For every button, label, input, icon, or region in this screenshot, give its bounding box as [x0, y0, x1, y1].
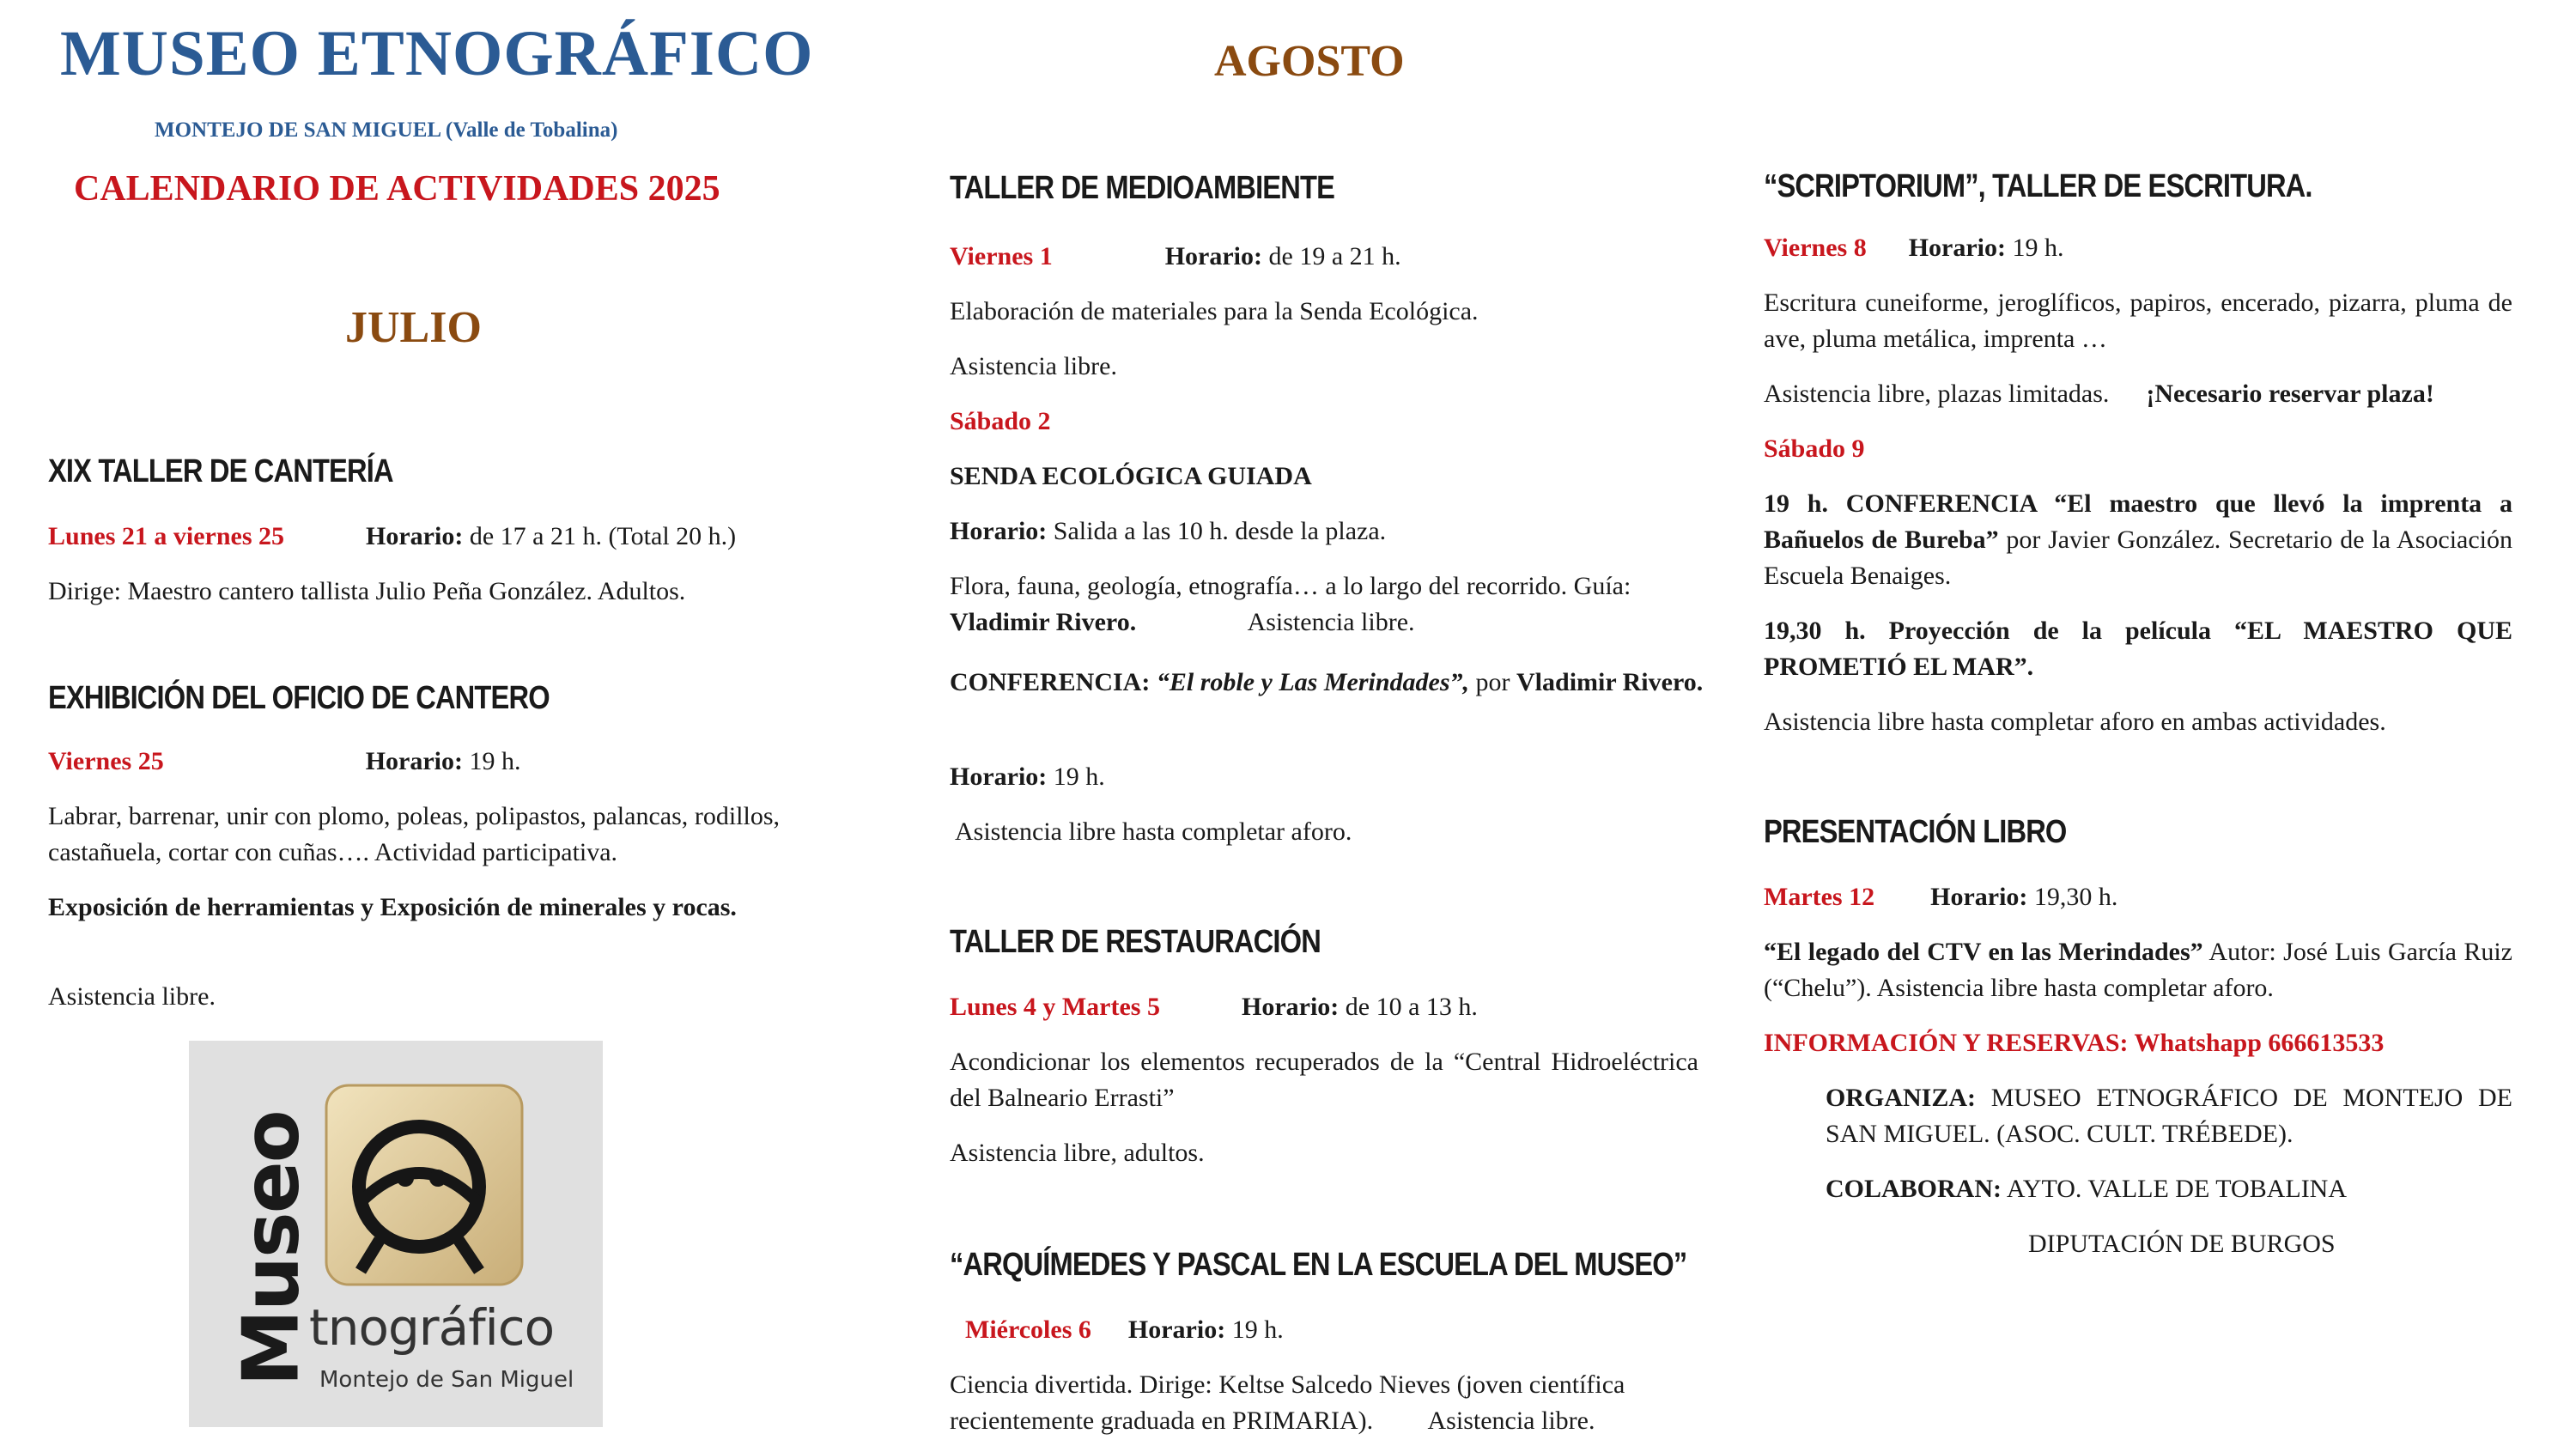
- sabado9-film: 19,30 h. Proyección de la película “EL MAESTRO QUE PROMETIÓ EL MAR”.: [1764, 617, 2512, 681]
- schedule-label: Horario:: [1164, 242, 1262, 270]
- schedule-label: Horario:: [950, 517, 1048, 545]
- scriptorium-heading: “SCRIPTORIUM”, TALLER DE ESCRITURA.: [1764, 168, 2312, 204]
- logo-word-etnografico: tnográfico: [309, 1298, 555, 1357]
- senda-access: Asistencia libre.: [1247, 608, 1415, 636]
- logo-word-montejo: Montejo de San Miguel: [319, 1367, 574, 1393]
- calendar-title: CALENDARIO DE ACTIVIDADES 2025: [74, 169, 720, 209]
- museum-title: MUSEO ETNOGRÁFICO: [60, 18, 814, 89]
- logo-word-museo: Museo: [226, 1111, 317, 1387]
- libro-schedule-line: [1764, 879, 2519, 915]
- sabado9-access: Asistencia libre hasta completar aforo en ambas actividades.: [1764, 708, 2386, 736]
- schedule-value: 19 h.: [1231, 1315, 1284, 1344]
- restauracion-access: Asistencia libre, adultos.: [950, 1139, 1205, 1167]
- exhibicion-schedule-line: [48, 744, 787, 780]
- logo-vertical-word: [226, 1066, 317, 1410]
- schedule-label: Horario:: [1930, 883, 2028, 911]
- event-day: Miércoles 6: [965, 1315, 1091, 1344]
- month-july: JULIO: [345, 303, 482, 352]
- senda-schedule-line: [950, 513, 1386, 550]
- organiza-label: ORGANIZA:: [1826, 1084, 1977, 1112]
- book-title: “El legado del CTV en las Merindades”: [1764, 938, 2203, 966]
- senda-title: SENDA ECOLÓGICA GUIADA: [950, 462, 1312, 490]
- schedule-value: de 10 a 13 h.: [1345, 993, 1478, 1021]
- medioambiente-heading: TALLER DE MEDIOAMBIENTE: [950, 170, 1335, 206]
- schedule-value: 19 h.: [1053, 762, 1105, 791]
- senda-guide-line: [950, 605, 1415, 641]
- conference-title: “El roble y Las Merindades”,: [1156, 668, 1470, 696]
- event-day: Lunes 21 a viernes 25: [48, 522, 285, 550]
- conference-text: 19 h. CONFERENCIA “El maestro que llevó la imprenta a Bañuelos de Bureba”: [1764, 489, 2512, 554]
- senda-day: Sábado 2: [950, 407, 1051, 435]
- restauracion-schedule-line: [950, 989, 1705, 1025]
- medioambiente-access: Asistencia libre.: [950, 352, 1117, 380]
- event-day: Viernes 25: [48, 747, 164, 775]
- arquimedes-heading: “ARQUÍMEDES Y PASCAL EN LA ESCUELA DEL MUSEO”: [950, 1247, 1687, 1283]
- colaboran-value-2: DIPUTACIÓN DE BURGOS: [2028, 1230, 2336, 1258]
- arquimedes-access: Asistencia libre.: [1427, 1407, 1595, 1435]
- museum-subtitle: MONTEJO DE SAN MIGUEL (Valle de Tobalina): [155, 118, 618, 142]
- colaboran-line: [1826, 1171, 2347, 1207]
- scriptorium-desc: Escritura cuneiforme, jeroglíficos, papiros, encerado, pizarra, pluma de ave, pluma metálica, imprenta …: [1764, 289, 2512, 353]
- medioambiente-schedule-line: [950, 239, 1705, 275]
- schedule-value: de 17 a 21 h. (Total 20 h.): [469, 522, 737, 550]
- exhibicion-heading: EXHIBICIÓN DEL OFICIO DE CANTERO: [48, 680, 550, 716]
- book-detail: Autor: José Luis García Ruiz (“Chelu”). Asistencia libre hasta completar aforo.: [1764, 938, 2512, 1002]
- senda-conference: [950, 665, 1705, 701]
- scriptorium-access: Asistencia libre, plazas limitadas.: [1764, 380, 2110, 408]
- sabado9-conference: [1764, 486, 2512, 594]
- arquimedes-desc2: recientemente graduada en PRIMARIA).: [950, 1407, 1374, 1435]
- month-august: AGOSTO: [1214, 37, 1405, 86]
- schedule-label: Horario:: [1241, 993, 1340, 1021]
- schedule-label: Horario:: [365, 747, 463, 775]
- schedule-label: Horario:: [950, 762, 1048, 791]
- organiza-value: MUSEO ETNOGRÁFICO DE MONTEJO DE SAN MIGUEL. (ASOC. CULT. TRÉBEDE).: [1826, 1084, 2512, 1148]
- event-day: Viernes 1: [950, 242, 1053, 270]
- canteria-desc: Dirige: Maestro cantero tallista Julio Peña González. Adultos.: [48, 577, 686, 605]
- exhibicion-desc: Labrar, barrenar, unir con plomo, poleas, polipastos, palancas, rodillos, castañuela, cortar con cuñas…. Actividad participativa.: [48, 802, 780, 866]
- exhibicion-access: Asistencia libre.: [48, 982, 216, 1011]
- colaboran-label: COLABORAN:: [1826, 1175, 2002, 1203]
- schedule-value: 19,30 h.: [2033, 883, 2118, 911]
- reserve-note: ¡Necesario reservar plaza!: [2146, 380, 2434, 408]
- senda-desc: Flora, fauna, geología, etnografía… a lo largo del recorrido. Guía:: [950, 572, 1631, 600]
- conference-detail: por Javier González. Secretario de la Asociación Escuela Benaiges.: [1764, 526, 2513, 590]
- event-day: Martes 12: [1764, 883, 1875, 911]
- arquimedes-desc-line1: Ciencia divertida. Dirige: Keltse Salcedo Nieves (joven científica: [950, 1370, 1625, 1399]
- organiza-line: [1826, 1080, 2512, 1152]
- conference-schedule-line: [950, 759, 1105, 795]
- museum-logo: [189, 1041, 603, 1427]
- schedule-value: 19 h.: [2012, 234, 2064, 262]
- event-day: Lunes 4 y Martes 5: [950, 993, 1160, 1021]
- colaboran-value: AYTO. VALLE DE TOBALINA: [2006, 1175, 2348, 1203]
- sabado9-day: Sábado 9: [1764, 434, 1865, 463]
- schedule-label: Horario:: [1127, 1315, 1226, 1344]
- schedule-value: de 19 a 21 h.: [1268, 242, 1401, 270]
- event-day: Viernes 8: [1764, 234, 1867, 262]
- conference-access: Asistencia libre hasta completar aforo.: [955, 817, 1352, 846]
- conference-label: CONFERENCIA:: [950, 668, 1151, 696]
- guide-name: Vladimir Rivero.: [950, 608, 1137, 636]
- medioambiente-desc: Elaboración de materiales para la Senda Ecológica.: [950, 297, 1479, 325]
- schedule-label: Horario:: [1908, 234, 2006, 262]
- scriptorium-access-line: [1764, 376, 2519, 412]
- restauracion-desc: Acondicionar los elementos recuperados de la “Central Hidroeléctrica del Balneario Errasti”: [950, 1048, 1698, 1112]
- libro-desc: [1764, 934, 2512, 1006]
- canteria-schedule-line: [48, 519, 787, 555]
- libro-heading: PRESENTACIÓN LIBRO: [1764, 814, 2067, 850]
- scriptorium-schedule-line: [1764, 230, 2519, 266]
- schedule-value: Salida a las 10 h. desde la plaza.: [1053, 517, 1387, 545]
- arquimedes-desc-line2: [950, 1403, 1595, 1439]
- canteria-heading: XIX TALLER DE CANTERÍA: [48, 453, 393, 489]
- conference-by: por: [1475, 668, 1510, 696]
- restauracion-heading: TALLER DE RESTAURACIÓN: [950, 924, 1321, 960]
- conference-author: Vladimir Rivero.: [1516, 668, 1704, 696]
- schedule-value: 19 h.: [469, 747, 521, 775]
- schedule-label: Horario:: [366, 522, 464, 550]
- info-reservas: INFORMACIÓN Y RESERVAS: Whatshapp 666613533: [1764, 1029, 2385, 1057]
- arquimedes-schedule-line: [965, 1312, 1704, 1348]
- exhibicion-expo: Exposición de herramientas y Exposición de minerales y rocas.: [48, 893, 737, 921]
